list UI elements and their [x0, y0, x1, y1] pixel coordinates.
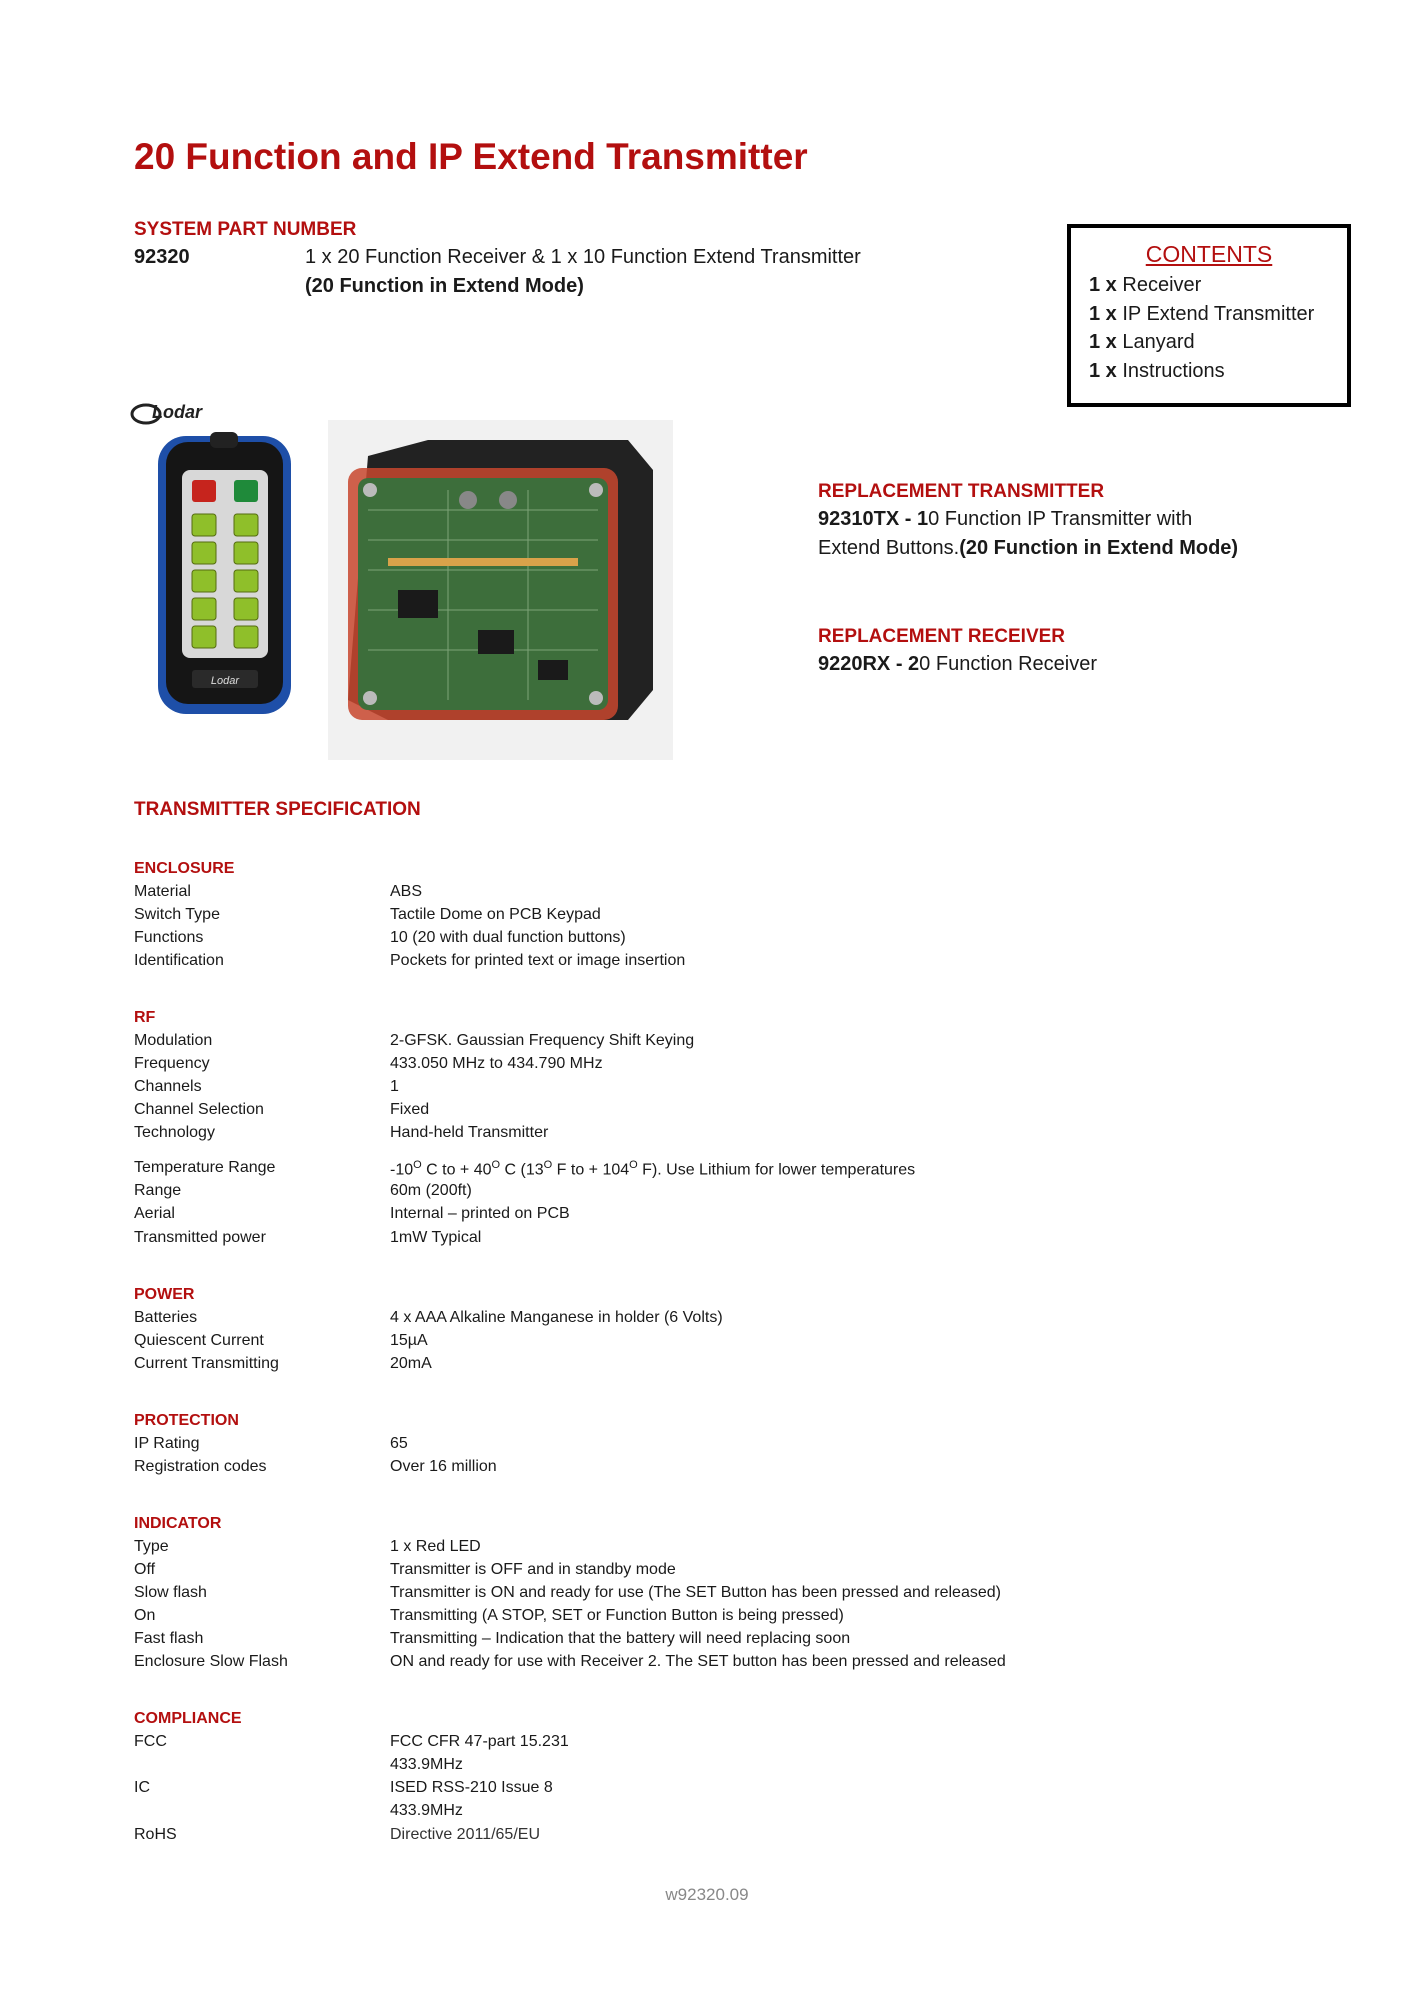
spec-value: ISED RSS-210 Issue 8 [390, 1779, 553, 1796]
spec-value: Tactile Dome on PCB Keypad [390, 906, 601, 923]
spec-value: 65 [390, 1435, 408, 1452]
spec-label: Temperature Range [134, 1159, 276, 1176]
rf-heading: RF [134, 1009, 156, 1026]
transmitter-image [152, 430, 297, 720]
spec-label: Material [134, 883, 191, 900]
power-heading: POWER [134, 1286, 195, 1303]
spec-value: ABS [390, 883, 423, 900]
system-part-number: 92320 [134, 246, 190, 268]
spec-value: 433.9MHz [390, 1756, 463, 1773]
spec-label: IC [134, 1779, 150, 1796]
spec-label: IP Rating [134, 1435, 200, 1452]
spec-value: 15µA [390, 1332, 428, 1349]
spec-value: Hand-held Transmitter [390, 1124, 549, 1141]
spec-label: Enclosure Slow Flash [134, 1653, 288, 1670]
spec-value: Transmitting (A STOP, SET or Function Button is being pressed) [390, 1607, 844, 1624]
contents-title: CONTENTS [1145, 241, 1273, 267]
spec-label: Type [134, 1538, 169, 1555]
spec-label: Off [134, 1561, 156, 1578]
spec-label: Identification [134, 952, 224, 969]
replacement-transmitter-line1: 92310TX - 10 Function IP Transmitter with [818, 508, 1193, 530]
replacement-transmitter-heading: REPLACEMENT TRANSMITTER [818, 481, 1105, 502]
spec-label: Batteries [134, 1309, 198, 1326]
contents-item: 1 x IP Extend Transmitter [1089, 303, 1315, 325]
page-title: 20 Function and IP Extend Transmitter [134, 136, 808, 177]
indicator-heading: INDICATOR [134, 1515, 222, 1532]
system-description: 1 x 20 Function Receiver & 1 x 10 Function Extend Transmitter [305, 246, 861, 268]
spec-value: Transmitter is OFF and in standby mode [390, 1561, 676, 1578]
spec-label: Quiescent Current [134, 1332, 264, 1349]
document-code: w92320.09 [665, 1885, 749, 1904]
spec-label: FCC [134, 1733, 167, 1750]
spec-label: Functions [134, 929, 204, 946]
spec-label: Channels [134, 1078, 202, 1095]
spec-value: 1 [390, 1078, 399, 1095]
spec-label: On [134, 1607, 156, 1624]
contents-box [1067, 224, 1351, 407]
spec-label: Registration codes [134, 1458, 267, 1475]
temperature-range-value: $-10^O$ C to + $40^O$ C ($13^O$ F to + $104^O$ F). Use Lithium for lower temperatures [390, 1159, 916, 1179]
contents-item: 1 x Instructions [1089, 360, 1225, 382]
contents-item: 1 x Lanyard [1089, 331, 1195, 353]
system-mode-note: (20 Function in Extend Mode) [305, 275, 584, 297]
spec-label: Frequency [134, 1055, 210, 1072]
spec-label: Transmitted power [134, 1229, 266, 1246]
spec-value: 4 x AAA Alkaline Manganese in holder (6 Volts) [390, 1309, 723, 1326]
spec-value: 20mA [390, 1355, 432, 1372]
compliance-heading: COMPLIANCE [134, 1710, 242, 1727]
spec-label: RoHS [134, 1826, 177, 1843]
svg-text:Lodar: Lodar [210, 675, 240, 687]
spec-value: 1 x Red LED [390, 1538, 481, 1555]
contents-item: 1 x Receiver [1089, 274, 1202, 296]
spec-value: 60m (200ft) [390, 1182, 472, 1199]
spec-value: Internal – printed on PCB [390, 1205, 570, 1222]
spec-value: Pockets for printed text or image insertion [390, 952, 686, 969]
spec-label: Current Transmitting [134, 1355, 279, 1372]
spec-value: 433.9MHz [390, 1802, 463, 1819]
enclosure-heading: ENCLOSURE [134, 860, 235, 877]
spec-label: Fast flash [134, 1630, 204, 1647]
protection-heading: PROTECTION [134, 1412, 239, 1429]
svg-text:Lodar: Lodar [152, 402, 203, 422]
replacement-receiver-heading: REPLACEMENT RECEIVER [818, 626, 1066, 647]
spec-label: Channel Selection [134, 1101, 264, 1118]
spec-value: Transmitter is ON and ready for use (The SET Button has been pressed and released) [390, 1584, 1001, 1601]
spec-value: 1mW Typical [390, 1229, 482, 1246]
spec-label: Aerial [134, 1205, 175, 1222]
system-part-heading: SYSTEM PART NUMBER [134, 219, 357, 240]
spec-label: Range [134, 1182, 182, 1199]
spec-value: 2-GFSK. Gaussian Frequency Shift Keying [390, 1032, 695, 1049]
replacement-transmitter-line2: Extend Buttons.(20 Function in Extend Mode) [818, 537, 1239, 559]
spec-label: Modulation [134, 1032, 213, 1049]
spec-label: Slow flash [134, 1584, 207, 1601]
replacement-receiver-line: 9220RX - 20 Function Receiver [818, 653, 1098, 675]
receiver-image [328, 420, 673, 760]
spec-heading: TRANSMITTER SPECIFICATION [134, 799, 421, 820]
spec-label: Technology [134, 1124, 215, 1141]
spec-value: 433.050 MHz to 434.790 MHz [390, 1055, 603, 1072]
spec-label: Switch Type [134, 906, 220, 923]
spec-value: ON and ready for use with Receiver 2. The SET button has been pressed and released [390, 1653, 1006, 1670]
spec-value: Directive 2011/65/EU [390, 1826, 540, 1843]
spec-value: Transmitting – Indication that the battery will need replacing soon [390, 1630, 851, 1647]
spec-value: Fixed [390, 1101, 430, 1118]
spec-value: FCC CFR 47-part 15.231 [390, 1733, 569, 1750]
brand-logo [130, 396, 230, 426]
spec-value: Over 16 million [390, 1458, 497, 1475]
spec-value: 10 (20 with dual function buttons) [390, 929, 626, 946]
